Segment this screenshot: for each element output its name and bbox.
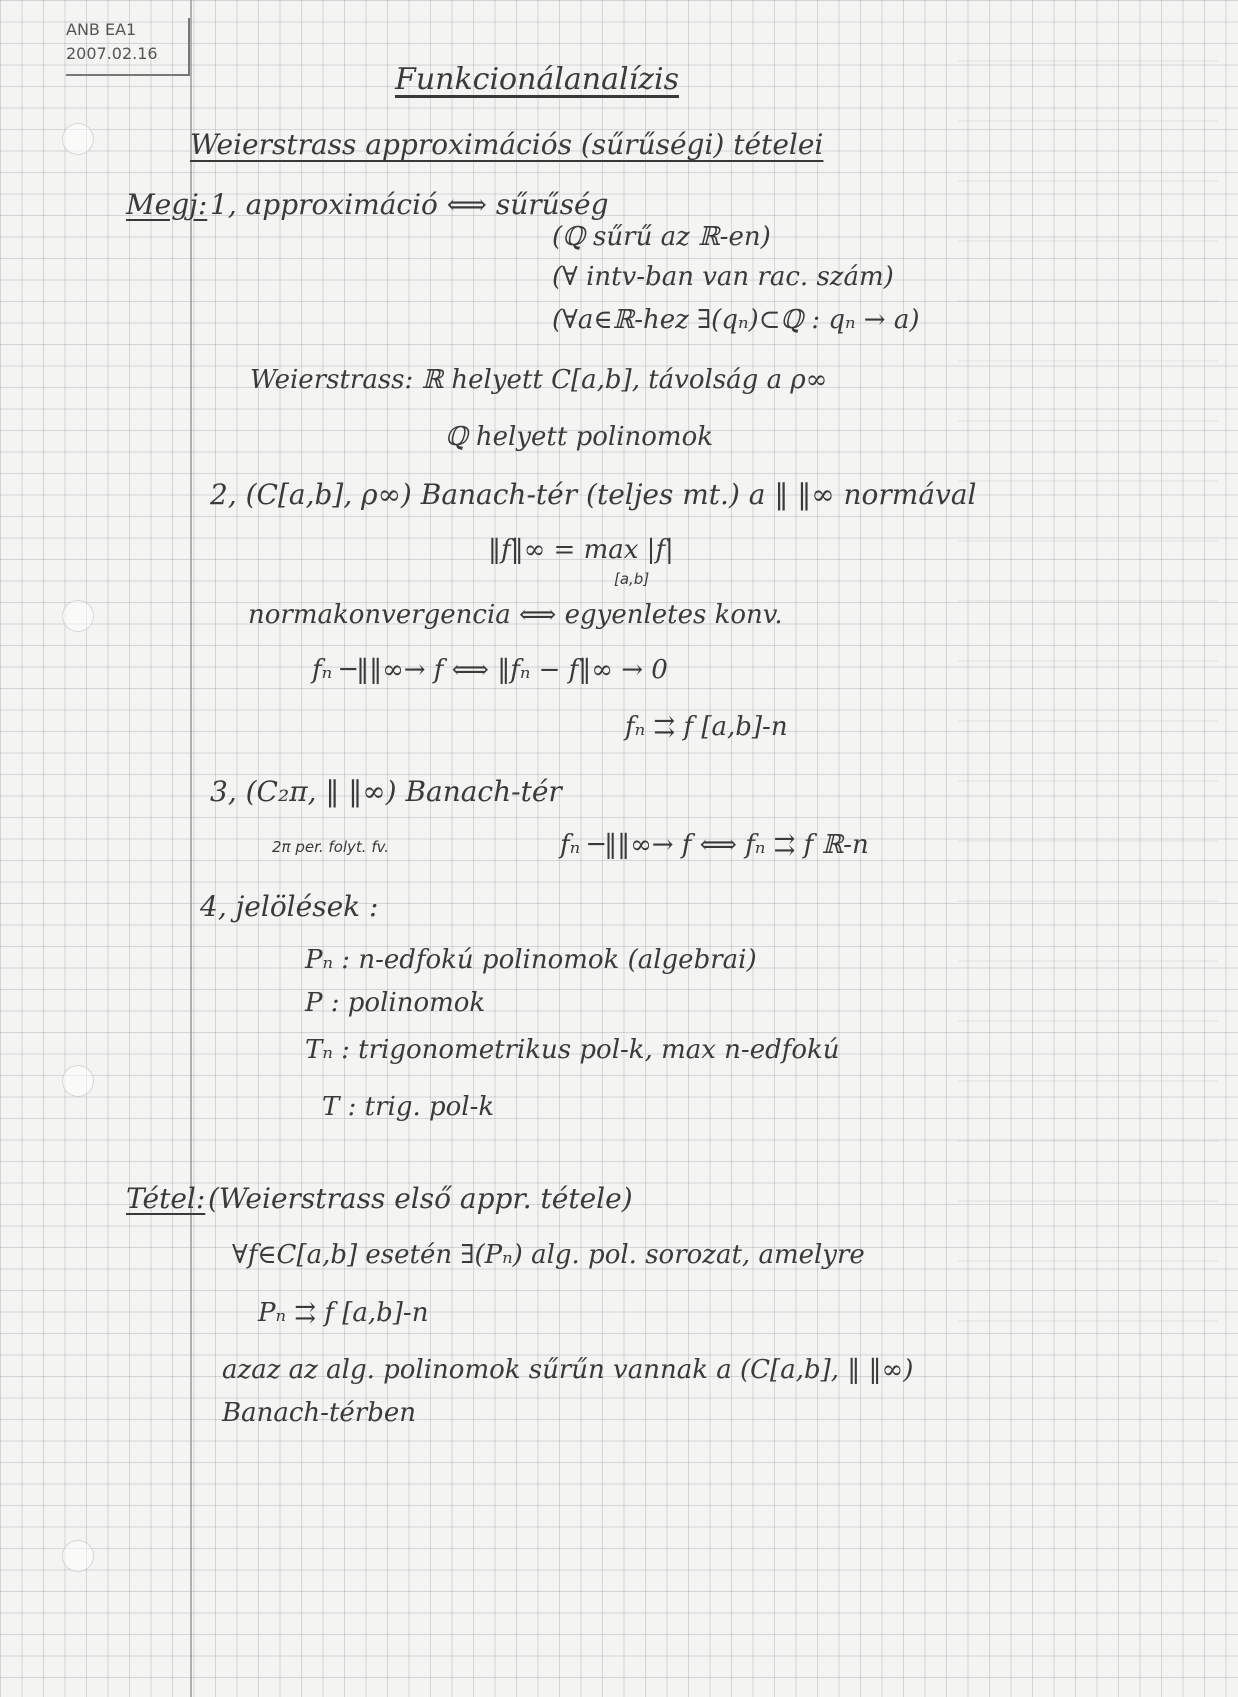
course-code: ANB EA1 xyxy=(66,20,137,39)
note1-sub3: (∀a∈ℝ-hez ∃(qₙ)⊂ℚ : qₙ → a) xyxy=(552,305,920,335)
tetel-line4: Banach-térben xyxy=(222,1398,416,1428)
tetel-line1: ∀f∈C[a,b] esetén ∃(Pₙ) alg. pol. sorozat, amelyre xyxy=(232,1240,865,1270)
note1-weierstrass-2: ℚ helyett polinomok xyxy=(445,422,713,452)
megj-label: Megj: xyxy=(126,188,208,221)
note1-sub2: (∀ intv-ban van rac. szám) xyxy=(552,262,894,292)
note4-item: T : trig. pol-k xyxy=(322,1092,495,1122)
note3-arrow-note: 2π per. folyt. fv. xyxy=(272,838,390,856)
note4-main: 4, jelölések : xyxy=(200,890,379,923)
tetel-line3: azaz az alg. polinomok sűrűn vannak a (C[a,b], ‖ ‖∞) xyxy=(222,1355,914,1385)
punch-hole xyxy=(62,1065,94,1097)
tetel-label: Tétel: xyxy=(126,1182,206,1215)
punch-hole xyxy=(62,1540,94,1572)
note4-item: P : polinomok xyxy=(305,988,486,1018)
note2-conv: normakonvergencia ⟺ egyenletes konv. xyxy=(248,600,783,630)
punch-hole xyxy=(62,600,94,632)
note4-item: Pₙ : n-edfokú polinomok (algebrai) xyxy=(305,945,757,975)
note1-sub1: (ℚ sűrű az ℝ-en) xyxy=(552,222,771,252)
margin-line xyxy=(190,0,192,1697)
note2-norm-sub: [a,b] xyxy=(614,570,650,588)
punch-hole xyxy=(62,123,94,155)
note3-main: 3, (C₂π, ‖ ‖∞) Banach-tér xyxy=(210,775,562,808)
date: 2007.02.16 xyxy=(66,44,158,63)
note4-item: Tₙ : trigonometrikus pol-k, max n-edfokú xyxy=(305,1035,840,1065)
subtitle: Weierstrass approximációs (sűrűségi) tételei xyxy=(190,128,824,161)
tetel-title: (Weierstrass első appr. tétele) xyxy=(208,1182,633,1215)
note3-eq: fₙ ─‖‖∞→ f ⟺ fₙ ⇉ f ℝ-n xyxy=(560,830,869,860)
tetel-line2: Pₙ ⇉ f [a,b]-n xyxy=(258,1298,429,1328)
note1-main: 1, approximáció ⟺ sűrűség xyxy=(210,188,609,221)
note2-norm: ‖f‖∞ = max |f| xyxy=(488,535,674,565)
page-title: Funkcionálanalízis xyxy=(395,62,679,97)
bleed-through xyxy=(958,60,1218,1360)
note2-eq2: fₙ ⇉ f [a,b]-n xyxy=(625,712,788,742)
note2-eq1: fₙ ─‖‖∞→ f ⟺ ‖fₙ − f‖∞ → 0 xyxy=(312,655,668,685)
header-box xyxy=(66,18,190,76)
note2-main: 2, (C[a,b], ρ∞) Banach-tér (teljes mt.) a ‖ ‖∞ normával xyxy=(210,478,977,511)
note1-weierstrass: Weierstrass: ℝ helyett C[a,b], távolság a ρ∞ xyxy=(250,365,828,395)
